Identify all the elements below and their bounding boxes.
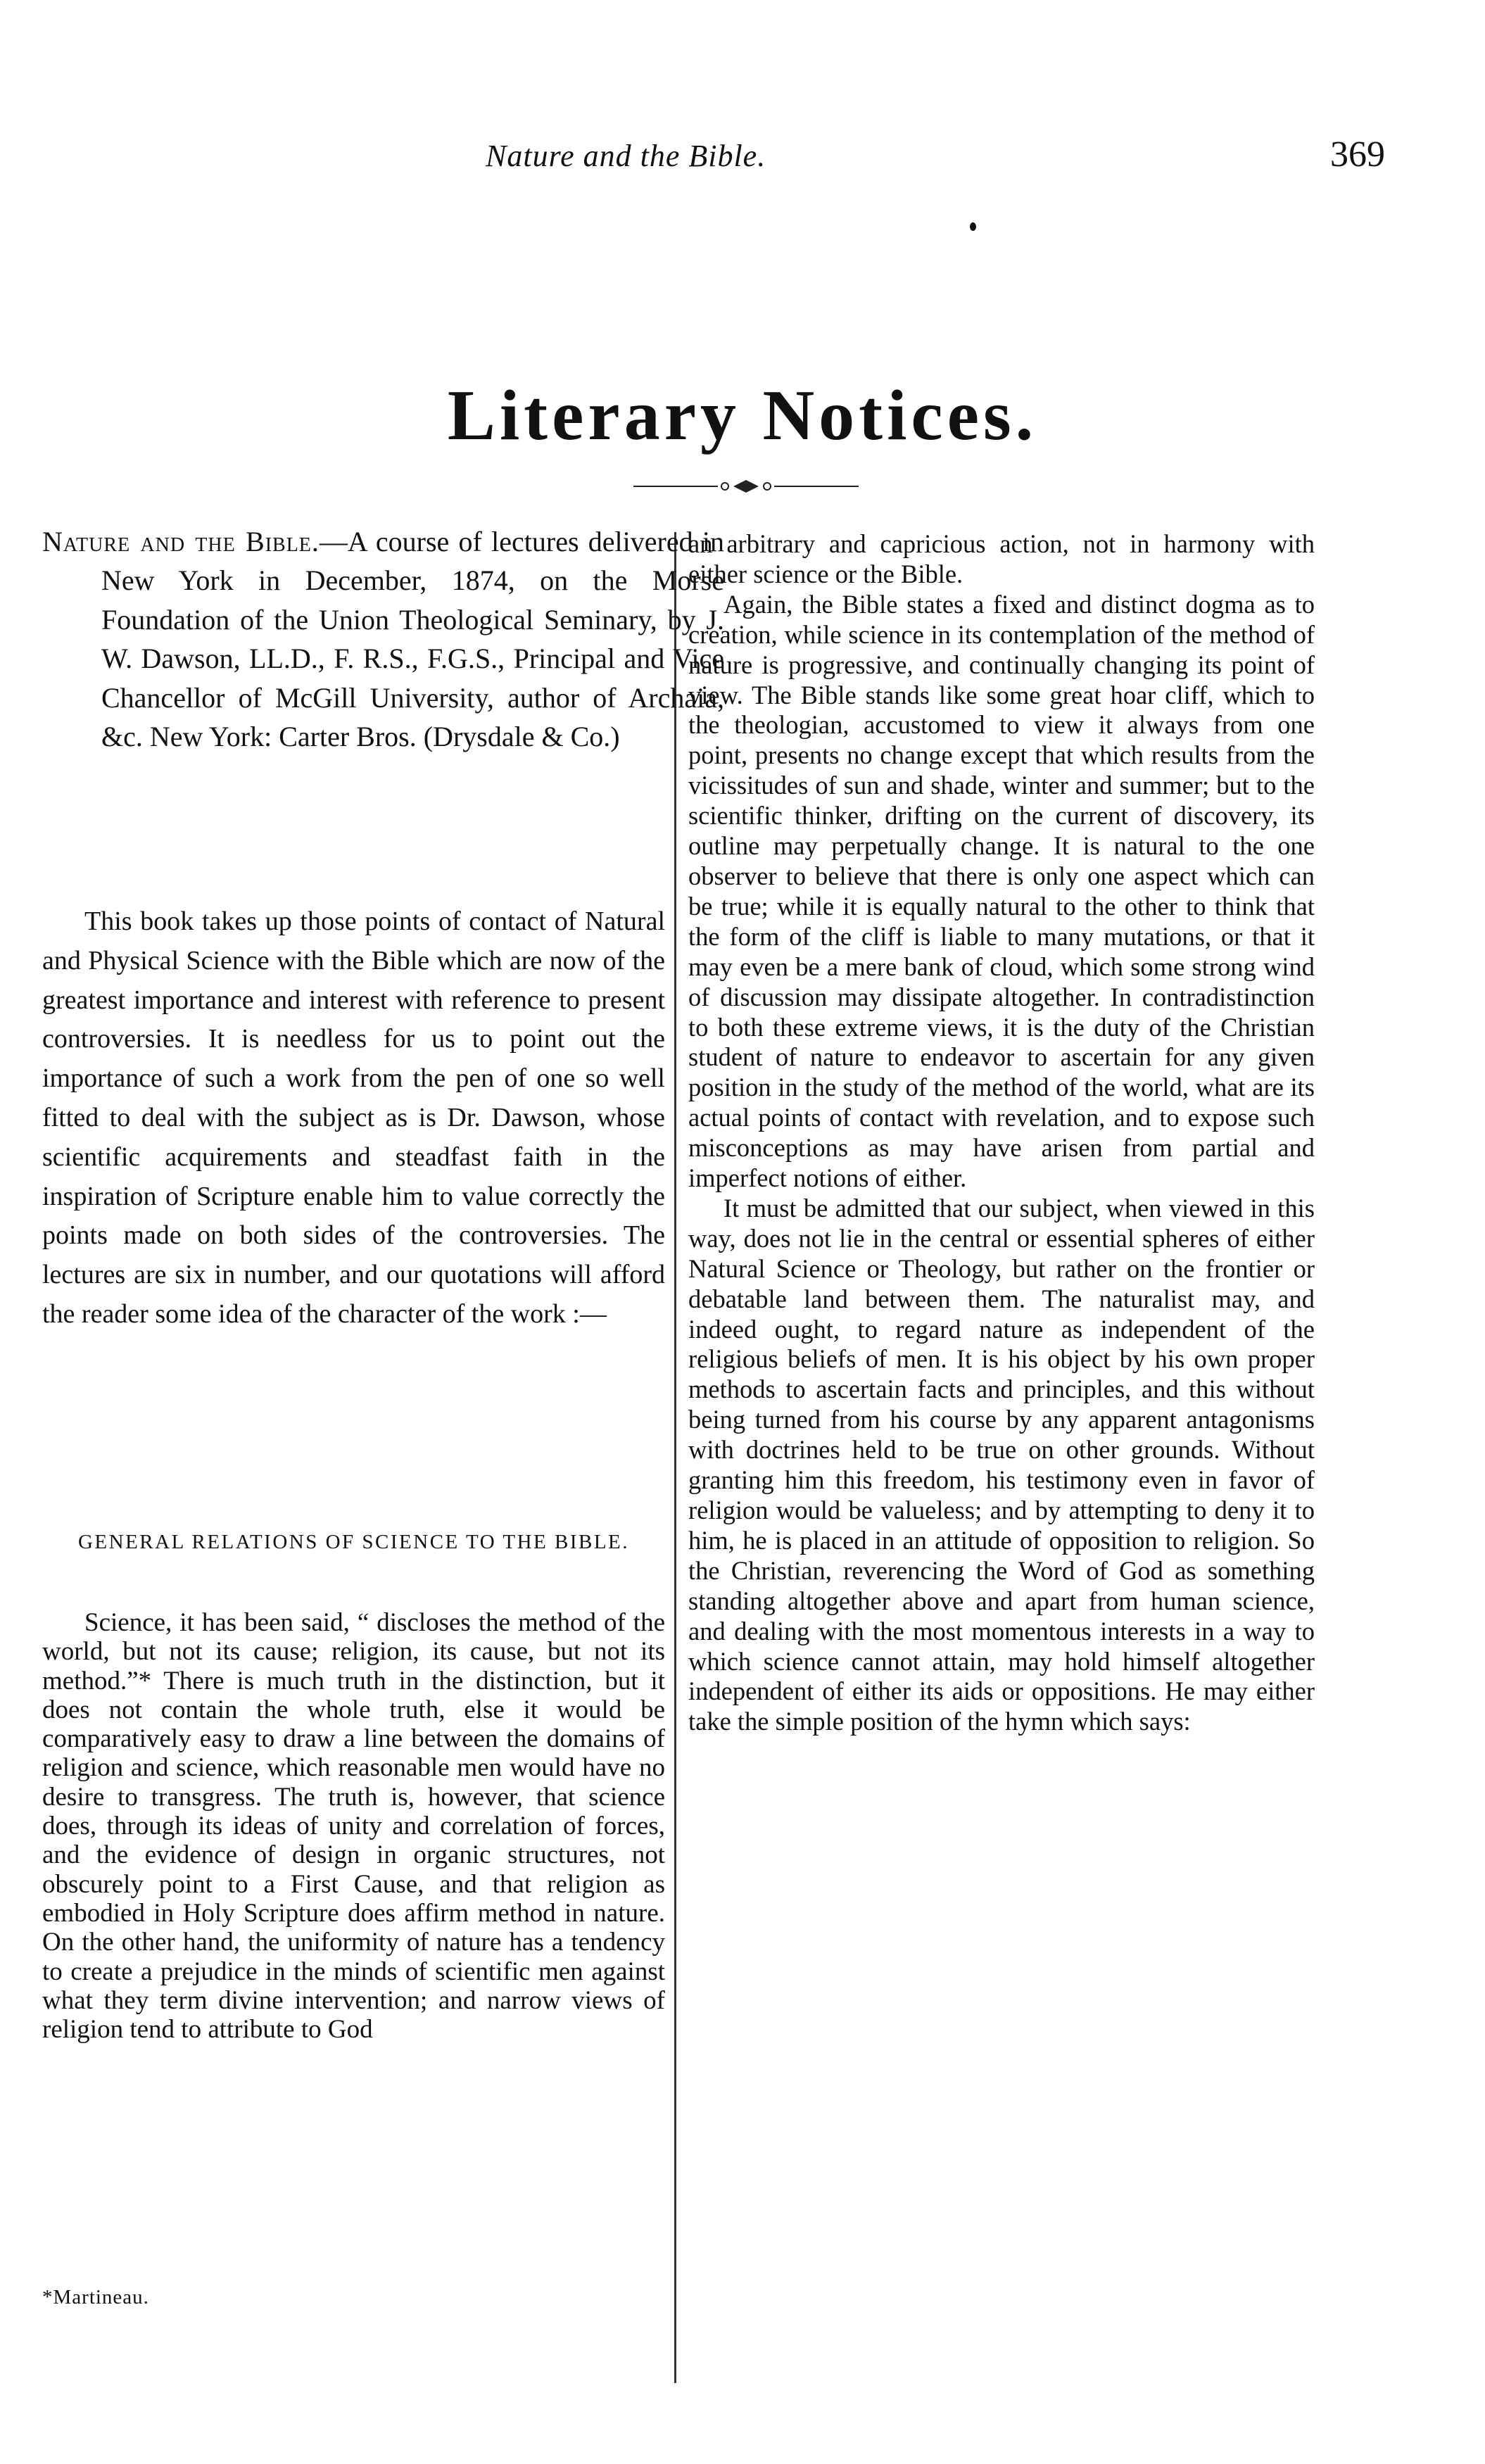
- extract-continuation: an arbitrary and capricious action, not in harmony with either science or the Bible.: [688, 529, 1315, 588]
- footnote: *Martineau.: [42, 2286, 149, 2308]
- extract-paragraph: Again, the Bible states a fixed and distinct dogma as to creation, while science in its contemplation of the method of nature is progressive, and continually changing its point of view. The Bible stands like some great hoar cliff, which to the theologian, accustomed to view it always from one point, presents no change except that which results from the vicissitudes of sun and shade, winter and summer; but to the scientific thinker, drifting on the current of discovery, its outline may perpetually change. It is natural to the one observer to believe that there is only one aspect which can be true; while it is equally natural to the other to think that the form of the cliff is liable to many mutations, or that it may even be a mere bank of cloud, which some strong wind of discussion may dissipate altogether. In contradistinction to both these extreme views, it is the duty of the Christian student of nature to endeavor to ascertain for any given position in the study of the method of the world, what are its actual points of contact with revelation, and to expose such misconceptions as may have arisen from partial and imperfect notions of either.: [688, 589, 1315, 1193]
- right-column: [688, 529, 1315, 1737]
- book-details: —A course of lectures delivered in New York in December, 1874, on the Morse Foundation of the Union Theological Seminary, by J. W. Dawson, LL.D., F. R.S., F.G.S., Principal and Vice Chancellor of McGill University, author of Archaia, &c. New York: Carter Bros. (Drysdale & Co.): [101, 526, 724, 753]
- book-entry: [42, 522, 724, 756]
- print-speck: [970, 222, 976, 231]
- review-intro: This book takes up those points of contact of Natural and Physical Science with the Bible which are now of the greatest importance and interest with reference to present controversies. It is needless for us to point out the importance of such a work from the pen of one so well fitted to deal with the subject as is Dr. Dawson, whose scientific acquirements and steadfast faith in the inspiration of Scripture enable him to value correctly the points made on both sides of the controversies. The lectures are six in number, and our quotations will afford the reader some idea of the character of the work :—: [42, 906, 665, 1329]
- page-number: 369: [1330, 134, 1385, 175]
- book-title: Nature and the Bible.: [42, 526, 320, 557]
- column-rule: [674, 532, 676, 2383]
- section-heading: Literary Notices.: [447, 376, 1038, 455]
- extract-paragraph-left: Science, it has been said, “ discloses the method of the world, but not its cause; religion, its cause, but not its method.”* There is much truth in the distinction, but it does not contain the whole truth, else it would be comparatively easy to draw a line between the domains of religion and science, which reasonable men would have no desire to transgress. The truth is, however, that science does, through its ideas of unity and correlation of forces, and the evidence of design in organic structures, not obscurely point to a First Cause, and that religion as embodied in Holy Scripture does affirm method in nature. On the other hand, the uniformity of nature has a tendency to create a prejudice in the minds of scientific men against what they term divine intervention; and narrow views of religion tend to attribute to God: [42, 1608, 665, 2045]
- extract-paragraph: It must be admitted that our subject, when viewed in this way, does not lie in the central or essential spheres of either Natural Science or Theology, but rather on the frontier or debatable land between them. The naturalist may, and indeed ought, to regard nature as independent of the religious beliefs of men. It is his object by his own proper methods to ascertain facts and principles, and this without being turned from his course by any apparent antagonisms with doctrines held to be true on other grounds. Without granting him this freedom, his testimony even in favor of religion would be valueless; and by attempting to deny it to him, he is placed in an attitude of opposition to religion. So the Christian, reverencing the Word of God as something standing altogether above and apart from human science, and dealing with the most momentous interests in a way to which science cannot attain, may hold himself altogether independent of either its aids or oppositions. He may either take the simple position of the hymn which says:: [688, 1193, 1315, 1736]
- running-title: Nature and the Bible.: [486, 139, 766, 173]
- ornament-divider: [612, 476, 880, 497]
- extract-heading: GENERAL RELATIONS OF SCIENCE TO THE BIBLE.: [77, 1531, 630, 1553]
